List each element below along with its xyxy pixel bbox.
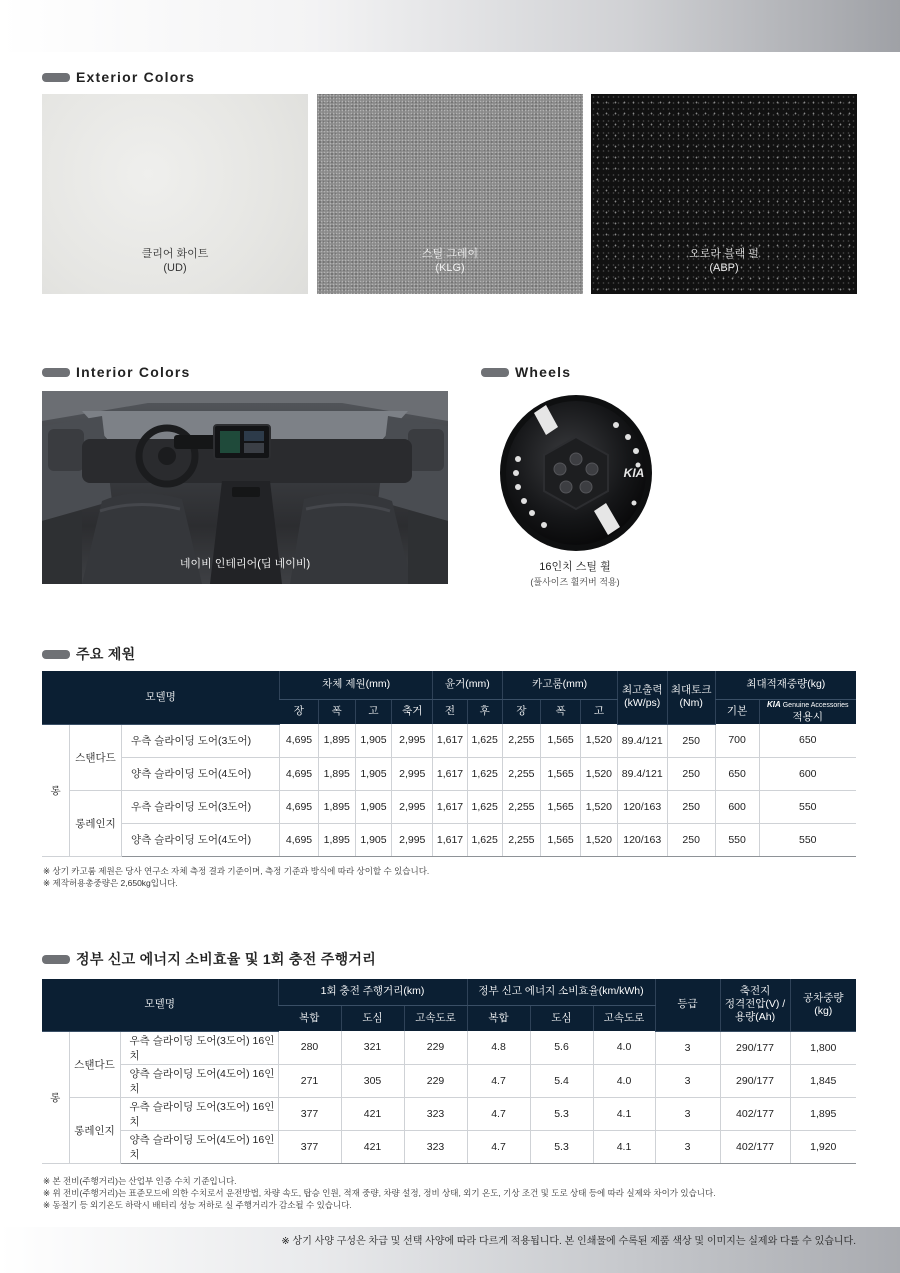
table-row: 롱 스탠다드 우측 슬라이딩 도어(3도어) 16인치 280 321 229 4.8 5.6 4.0 3 290/177 1,800 <box>42 1031 856 1064</box>
exterior-colors-title: Exterior Colors <box>76 69 196 85</box>
header-max-power: 최고출력 (kW/ps) <box>617 671 667 724</box>
trim-label: 스탠다드 <box>69 1031 120 1097</box>
specs-title: 주요 제원 <box>76 646 136 662</box>
color-code: (UD) <box>163 262 187 274</box>
header-range-city: 도심 <box>341 1005 404 1031</box>
color-swatch-steel-grey[interactable] <box>317 94 583 294</box>
interior-photo[interactable] <box>42 391 448 584</box>
header-efficiency: 정부 신고 에너지 소비효율(km/kWh) <box>467 979 655 1005</box>
table-row: 양측 슬라이딩 도어(4도어) 16인치 377 421 323 4.7 5.3 4.1 3 402/177 1,920 <box>42 1130 856 1163</box>
interior-colors-heading <box>42 364 190 380</box>
header-eff-city: 도심 <box>530 1005 593 1031</box>
spec-table <box>42 671 856 857</box>
model-cell: 양측 슬라이딩 도어(4도어) <box>122 823 280 856</box>
trim-label: 롱레인지 <box>70 790 122 856</box>
model-cell: 양측 슬라이딩 도어(4도어) 16인치 <box>120 1064 278 1097</box>
color-name: 스틸 그레이 <box>421 248 479 260</box>
header-length: 장 <box>280 699 319 724</box>
header-cargo-width: 폭 <box>541 699 581 724</box>
note-line: ※ 본 전비(주행거리)는 산업부 인증 수치 기준입니다. <box>43 1176 237 1186</box>
header-tread-front: 전 <box>433 699 468 724</box>
table-row: 양측 슬라이딩 도어(4도어) 4,695 1,895 1,905 2,995 1,617 1,625 2,255 1,565 1,520 89.4/121 250 650 600 <box>42 757 856 790</box>
section-marker <box>42 73 70 82</box>
header-width: 폭 <box>318 699 355 724</box>
header-range-combined: 복합 <box>278 1005 341 1031</box>
group-label: 롱 <box>42 724 70 856</box>
footer-disclaimer: ※ 상기 사양 구성은 차급 및 선택 사양에 따라 다르게 적용됩니다. 본 인쇄물에 수록된 제품 색상 및 이미지는 실제와 다를 수 있습니다. <box>281 1236 856 1247</box>
wheel-cover-illustration <box>496 393 656 553</box>
note-line: ※ 제작허용총중량은 2,650kg입니다. <box>43 878 178 888</box>
wheel-name: 16인치 스틸 휠 <box>539 561 611 573</box>
section-marker <box>42 650 70 659</box>
energy-table <box>42 979 856 1164</box>
wheel-description: (풀사이즈 휠커버 적용) <box>530 577 620 587</box>
header-max-payload: 최대적재중량(kg) <box>715 671 856 699</box>
header-model: 모델명 <box>42 671 280 724</box>
section-marker <box>481 368 509 377</box>
color-code: (KLG) <box>435 262 465 274</box>
model-cell: 양측 슬라이딩 도어(4도어) <box>122 757 280 790</box>
specs-heading <box>42 644 136 664</box>
wheels-heading <box>481 364 571 380</box>
header-payload-genuine-accessories: KIA Genuine Accessories 적용시 <box>759 699 856 724</box>
top-gradient-bar <box>0 0 900 52</box>
exterior-colors-heading <box>42 69 195 85</box>
table-row: 롱레인지 우측 슬라이딩 도어(3도어) 16인치 377 421 323 4.7 5.3 4.1 3 402/177 1,895 <box>42 1097 856 1130</box>
color-code: (ABP) <box>709 262 739 274</box>
header-range: 1회 충전 주행거리(km) <box>278 979 467 1005</box>
header-model: 모델명 <box>42 979 278 1031</box>
note-line: ※ 위 전비(주행거리)는 표준모드에 의한 수치로서 운전방법, 차량 속도, 탑승 인원, 적재 중량, 차량 설정, 정비 상태, 외기 온도, 기상 조건 및 도로 상태 등에 따라 실제와 차이가 있습니다. <box>43 1188 716 1198</box>
header-eff-combined: 복합 <box>467 1005 530 1031</box>
header-eff-highway: 고속도로 <box>593 1005 655 1031</box>
header-height: 고 <box>355 699 392 724</box>
section-marker <box>42 368 70 377</box>
energy-heading <box>42 949 376 969</box>
header-grade: 등급 <box>655 979 720 1031</box>
header-wheelbase: 축거 <box>392 699 433 724</box>
wheel-logo: KIA <box>623 466 645 480</box>
model-cell: 우측 슬라이딩 도어(3도어) 16인치 <box>120 1097 278 1130</box>
model-cell: 우측 슬라이딩 도어(3도어) <box>122 724 280 757</box>
header-tread-rear: 후 <box>467 699 502 724</box>
trim-label: 스탠다드 <box>70 724 122 790</box>
table-row: 롱레인지 우측 슬라이딩 도어(3도어) 4,695 1,895 1,905 2,995 1,617 1,625 2,255 1,565 1,520 120/163 250 600 550 <box>42 790 856 823</box>
header-max-torque: 최대토크 (Nm) <box>667 671 715 724</box>
header-cargo-length: 장 <box>502 699 541 724</box>
header-cargo-height: 고 <box>581 699 618 724</box>
header-battery: 축전지 정격전압(V) / 용량(Ah) <box>720 979 790 1031</box>
trim-label: 롱레인지 <box>69 1097 120 1163</box>
model-cell: 양측 슬라이딩 도어(4도어) 16인치 <box>120 1130 278 1163</box>
group-label: 롱 <box>42 1031 69 1163</box>
header-cargo-room: 카고룸(mm) <box>502 671 617 699</box>
table-row: 양측 슬라이딩 도어(4도어) 16인치 271 305 229 4.7 5.4 4.0 3 290/177 1,845 <box>42 1064 856 1097</box>
header-curb-weight: 공차중량 (kg) <box>790 979 856 1031</box>
genuine-accessories-label: Genuine Accessories <box>782 701 849 709</box>
kia-logo: KIA <box>767 699 781 709</box>
section-marker <box>42 955 70 964</box>
spec-notes <box>43 865 429 889</box>
header-tread: 윤거(mm) <box>433 671 502 699</box>
note-line: ※ 상기 카고룸 제원은 당사 연구소 자체 측정 결과 기준이며, 측정 기준과 방식에 따라 상이할 수 있습니다. <box>43 866 430 876</box>
interior-colors-title: Interior Colors <box>76 364 191 380</box>
color-name: 오로라 블랙 펄 <box>689 248 759 260</box>
energy-title: 정부 신고 에너지 소비효율 및 1회 충전 주행거리 <box>76 951 377 967</box>
color-swatch-aurora-black-pearl[interactable] <box>591 94 857 294</box>
table-row: 양측 슬라이딩 도어(4도어) 4,695 1,895 1,905 2,995 1,617 1,625 2,255 1,565 1,520 120/163 250 550 550 <box>42 823 856 856</box>
wheel-image[interactable] <box>496 393 656 553</box>
table-row: 롱 스탠다드 우측 슬라이딩 도어(3도어) 4,695 1,895 1,905 2,995 1,617 1,625 2,255 1,565 1,520 89.4/121 250 700 650 <box>42 724 856 757</box>
bottom-gradient-bar <box>0 1227 900 1273</box>
model-cell: 우측 슬라이딩 도어(3도어) 16인치 <box>120 1031 278 1064</box>
header-range-highway: 고속도로 <box>404 1005 467 1031</box>
interior-color-name: 네이비 인테리어(딥 네이비) <box>179 558 311 570</box>
note-line: ※ 동절기 등 외기온도 하락시 배터리 성능 저하로 실 주행거리가 감소될 수 있습니다. <box>43 1200 352 1210</box>
header-payload-basic: 기본 <box>715 699 759 724</box>
energy-notes <box>43 1175 716 1211</box>
wheels-title: Wheels <box>515 364 572 380</box>
header-body-dimensions: 차체 제원(mm) <box>280 671 433 699</box>
model-cell: 우측 슬라이딩 도어(3도어) <box>122 790 280 823</box>
color-swatch-clear-white[interactable] <box>42 94 308 294</box>
color-name: 클리어 화이트 <box>141 248 209 260</box>
